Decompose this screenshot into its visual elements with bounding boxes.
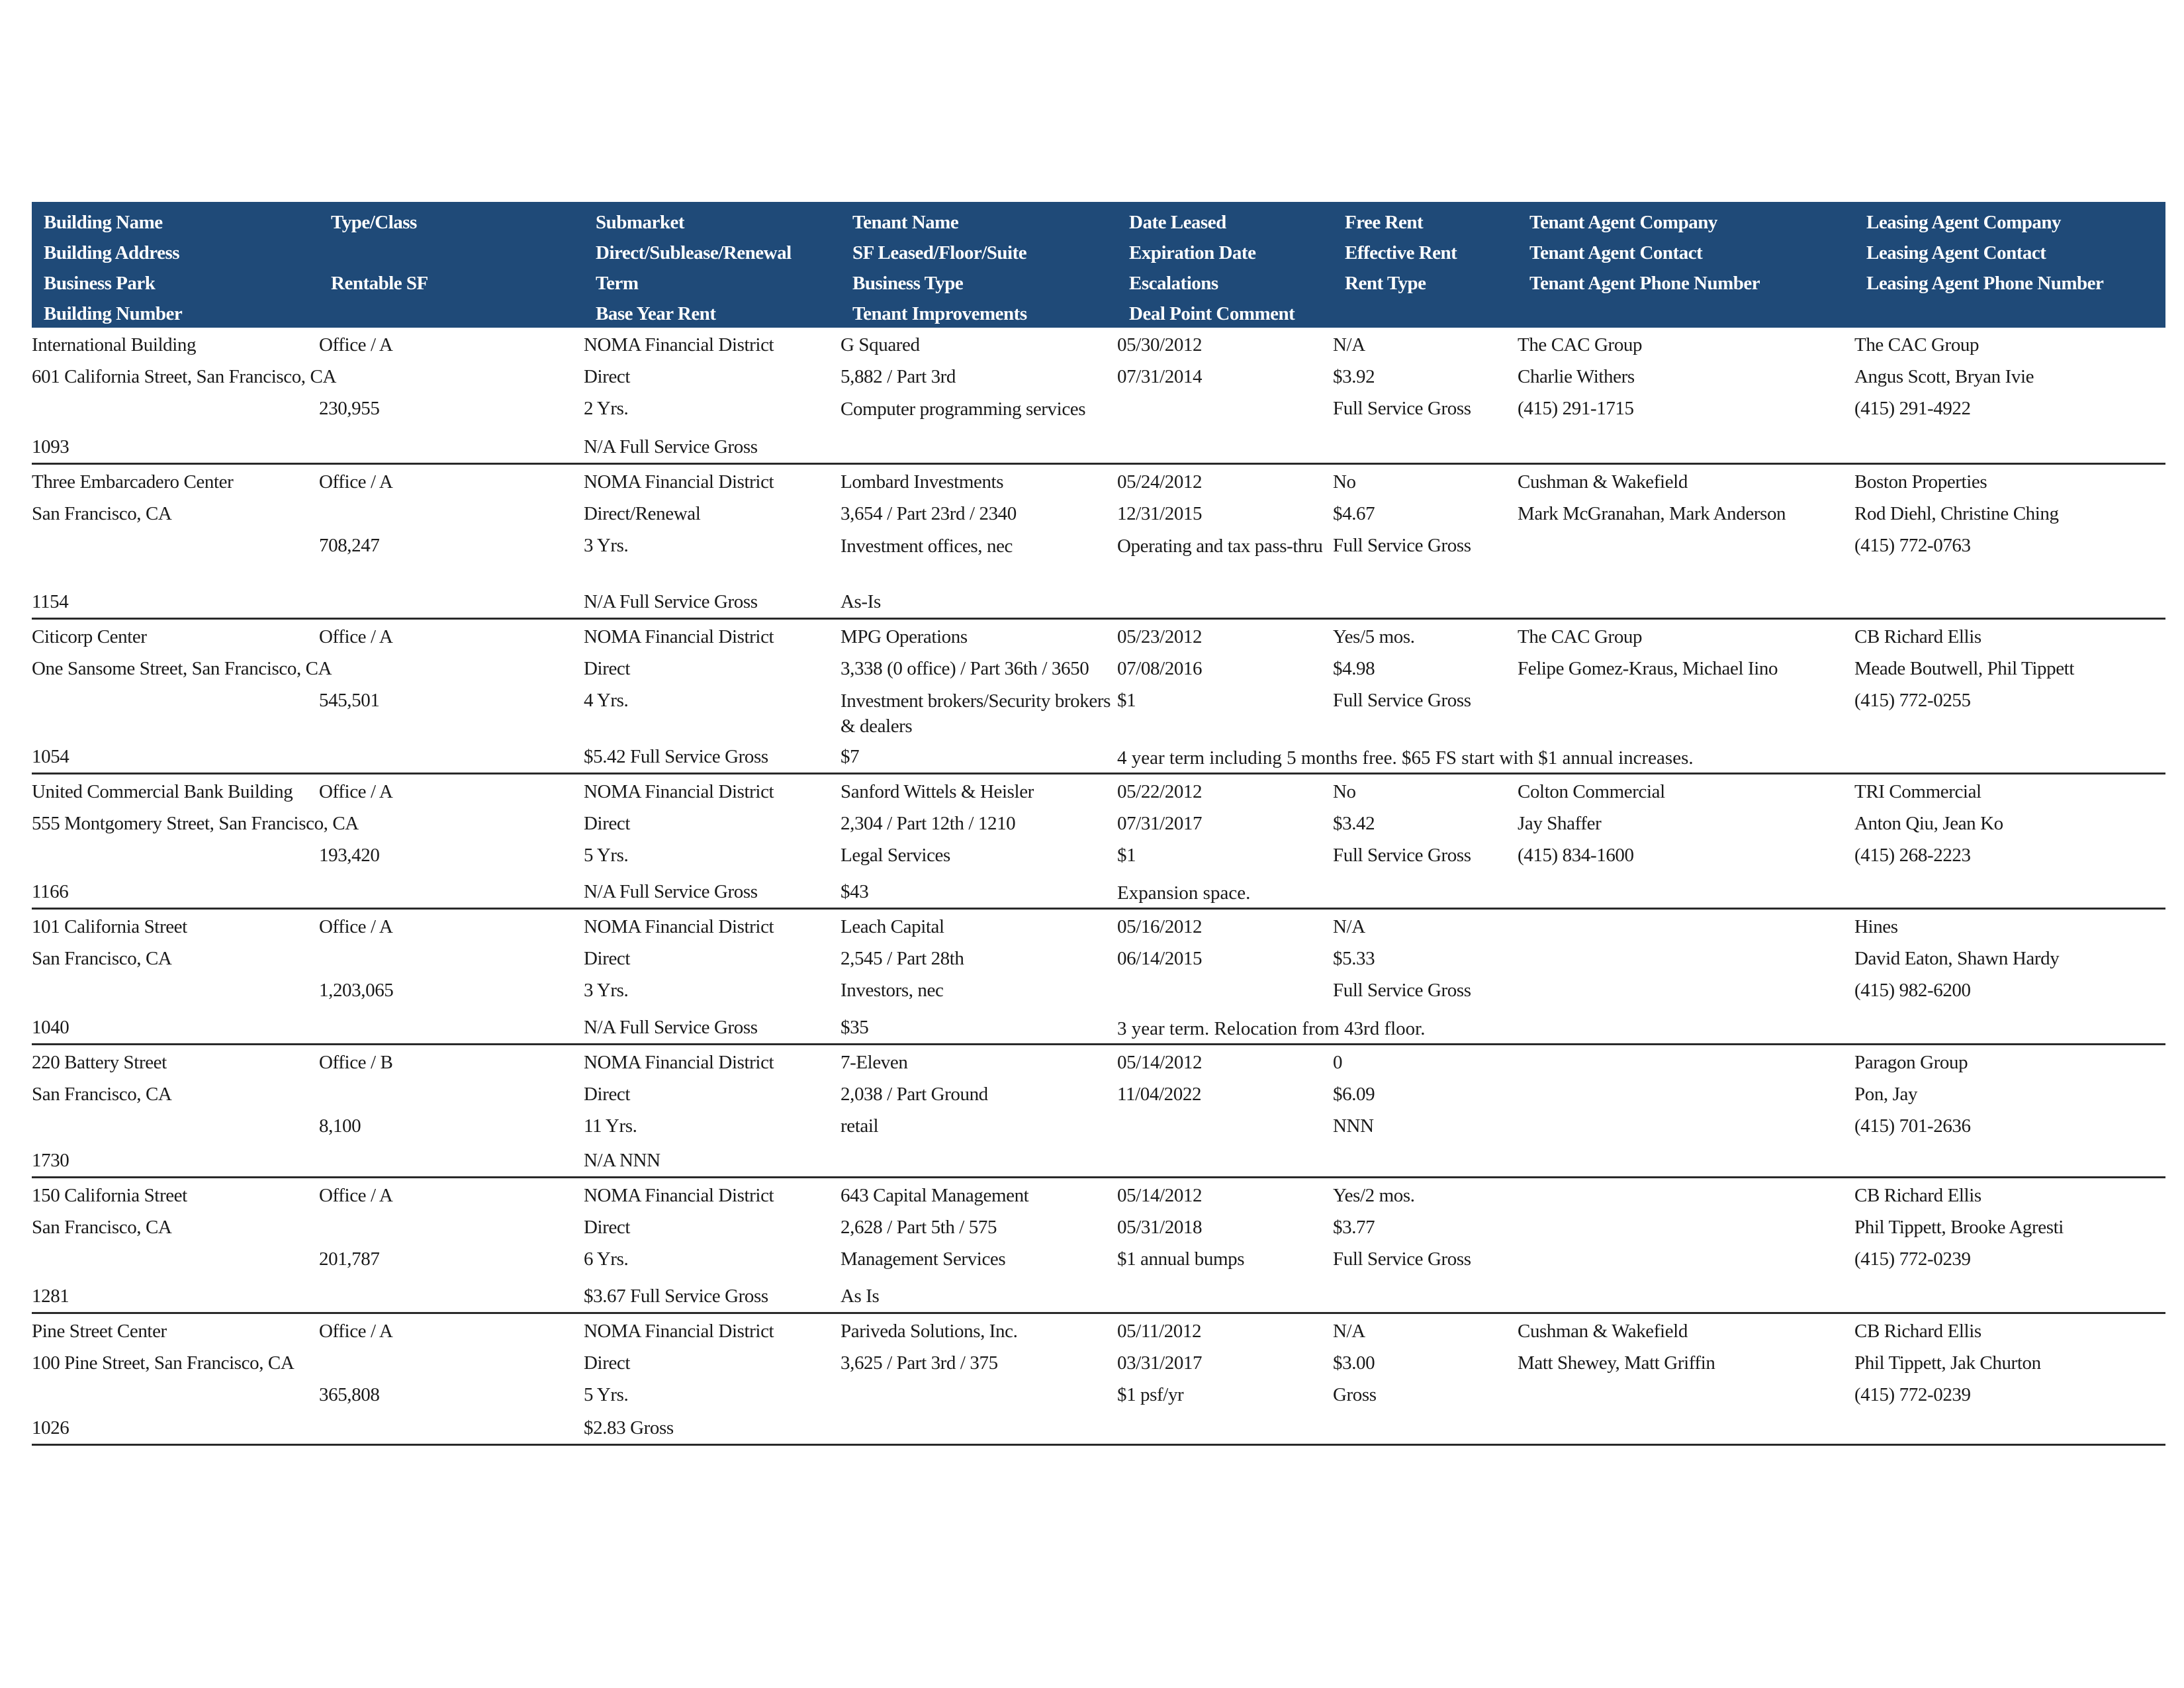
effective-rent: $3.42 bbox=[1333, 813, 1375, 834]
expiration: 07/31/2014 bbox=[1117, 366, 1203, 387]
building-cell bbox=[32, 1178, 319, 1312]
leasing-agent-company: TRI Commercial bbox=[1854, 781, 1981, 802]
base-year-rent: N/A Full Service Gross bbox=[584, 881, 758, 902]
tenant-agent-company: Cushman & Wakefield bbox=[1518, 1321, 1688, 1342]
free-rent: No bbox=[1333, 781, 1356, 802]
leasing-agent-phone: (415) 772-0239 bbox=[1854, 1248, 1971, 1270]
deal-type: Direct bbox=[584, 948, 631, 969]
tenant-agent-phone bbox=[1518, 1379, 1854, 1411]
tenant-improvements: $7 bbox=[841, 746, 860, 767]
free-rent: N/A bbox=[1333, 1321, 1365, 1342]
tenant-agent-company: Colton Commercial bbox=[1518, 781, 1665, 802]
building-name: 150 California Street bbox=[32, 1185, 187, 1206]
table-row bbox=[32, 910, 2165, 1045]
tenant: MPG Operations bbox=[841, 626, 968, 647]
building-cell bbox=[32, 465, 319, 618]
deal-type: Direct bbox=[584, 366, 631, 387]
tenant-improvements: $35 bbox=[841, 1017, 869, 1038]
date-leased: 05/24/2012 bbox=[1117, 471, 1203, 492]
tenant-agent-company bbox=[1518, 1047, 1854, 1078]
building-number: 1281 bbox=[32, 1286, 69, 1307]
leasing-agent-phone: (415) 268-2223 bbox=[1854, 845, 1971, 866]
type-cell bbox=[319, 774, 584, 908]
header-leasing-agent: Leasing Agent Company Leasing Agent Contact Leasing Agent Phone Number bbox=[1866, 212, 2104, 294]
tenant-agent-contact: Mark McGranahan, Mark Anderson bbox=[1518, 503, 1786, 524]
free-rent: N/A bbox=[1333, 334, 1365, 355]
rentable-sf: 230,955 bbox=[319, 398, 380, 419]
type-cell bbox=[319, 1178, 584, 1312]
tenant: Leach Capital bbox=[841, 916, 944, 937]
term: 5 Yrs. bbox=[584, 1384, 629, 1405]
sf-floor-suite: 5,882 / Part 3rd bbox=[841, 366, 956, 387]
free-rent: Yes/2 mos. bbox=[1333, 1185, 1415, 1206]
term: 3 Yrs. bbox=[584, 535, 629, 556]
type-cell bbox=[319, 1314, 584, 1444]
tenant-agent-contact: Matt Shewey, Matt Griffin bbox=[1518, 1352, 1715, 1374]
escalations: $1 bbox=[1117, 690, 1136, 711]
submarket-cell bbox=[584, 328, 841, 463]
submarket-cell bbox=[584, 465, 841, 618]
table-row bbox=[32, 1045, 2165, 1178]
term: 3 Yrs. bbox=[584, 980, 629, 1001]
effective-rent: $3.92 bbox=[1333, 366, 1375, 387]
rentable-sf: 8,100 bbox=[319, 1115, 361, 1137]
tenant-agent-cell bbox=[1518, 1178, 1854, 1312]
effective-rent: $6.09 bbox=[1333, 1084, 1375, 1105]
deal-point-comment: 4 year term including 5 months free. $65 FS start with $1 annual increases. bbox=[1117, 747, 1694, 769]
type-class: Office / A bbox=[319, 1321, 393, 1342]
effective-rent: $4.98 bbox=[1333, 658, 1375, 679]
submarket: NOMA Financial District bbox=[584, 1052, 774, 1073]
tenant-agent-cell bbox=[1518, 1314, 1854, 1444]
address: San Francisco, CA bbox=[32, 1217, 172, 1238]
type-cell bbox=[319, 1045, 584, 1176]
type-class: Office / B bbox=[319, 1052, 393, 1073]
tenant: 7-Eleven bbox=[841, 1052, 908, 1073]
tenant-cell bbox=[841, 1045, 1117, 1176]
table-row bbox=[32, 1178, 2165, 1314]
sf-floor-suite: 2,628 / Part 5th / 575 bbox=[841, 1217, 997, 1238]
sf-floor-suite: 3,654 / Part 23rd / 2340 bbox=[841, 503, 1017, 524]
address: 601 California Street, San Francisco, CA bbox=[32, 366, 336, 387]
header-building: Building Name Building Address Business Park Building Number bbox=[44, 212, 183, 324]
leasing-agent-company: CB Richard Ellis bbox=[1854, 1321, 1981, 1342]
leasing-agent-cell bbox=[1854, 1314, 2165, 1444]
tenant-agent-cell bbox=[1518, 774, 1854, 908]
tenant-improvements: As-Is bbox=[841, 591, 881, 612]
submarket-cell bbox=[584, 1045, 841, 1176]
business-type: Investors, nec bbox=[841, 980, 944, 1001]
type-class: Office / A bbox=[319, 471, 393, 492]
leasing-agent-cell bbox=[1854, 465, 2165, 618]
type-cell bbox=[319, 620, 584, 773]
building-name: Three Embarcadero Center bbox=[32, 471, 234, 492]
base-year-rent: N/A Full Service Gross bbox=[584, 591, 758, 612]
business-type bbox=[841, 1379, 1117, 1411]
leasing-agent-company: Boston Properties bbox=[1854, 471, 1987, 492]
rent-type: Full Service Gross bbox=[1333, 535, 1471, 556]
tenant: Pariveda Solutions, Inc. bbox=[841, 1321, 1018, 1342]
tenant-agent-company bbox=[1518, 1180, 1854, 1211]
free-rent: Yes/5 mos. bbox=[1333, 626, 1415, 647]
deal-type: Direct bbox=[584, 1084, 631, 1105]
type-cell bbox=[319, 910, 584, 1043]
header-dates: Date Leased Expiration Date Escalations Deal Point Comment bbox=[1129, 212, 1295, 324]
rent-cell bbox=[1333, 1314, 1518, 1444]
lease-comparables-table bbox=[32, 202, 2165, 1446]
leasing-agent-contact: Rod Diehl, Christine Ching bbox=[1854, 503, 2059, 524]
table-header bbox=[32, 202, 2165, 328]
leasing-agent-cell bbox=[1854, 1178, 2165, 1312]
term: 5 Yrs. bbox=[584, 845, 629, 866]
term: 11 Yrs. bbox=[584, 1115, 637, 1137]
base-year-rent: $3.67 Full Service Gross bbox=[584, 1286, 768, 1307]
tenant-agent-contact: Charlie Withers bbox=[1518, 366, 1635, 387]
tenant-agent-cell bbox=[1518, 465, 1854, 618]
tenant-improvements: As Is bbox=[841, 1286, 880, 1307]
leasing-agent-phone: (415) 772-0763 bbox=[1854, 535, 1971, 556]
leasing-agent-cell bbox=[1854, 774, 2165, 908]
tenant-agent-cell bbox=[1518, 1045, 1854, 1176]
building-number: 1730 bbox=[32, 1150, 69, 1171]
tenant-cell bbox=[841, 465, 1117, 618]
building-cell bbox=[32, 1045, 319, 1176]
building-name: International Building bbox=[32, 334, 197, 355]
date-leased: 05/14/2012 bbox=[1117, 1052, 1203, 1073]
leasing-agent-phone: (415) 291-4922 bbox=[1854, 398, 1971, 419]
building-cell bbox=[32, 910, 319, 1043]
table-row bbox=[32, 620, 2165, 774]
tenant-agent-phone: (415) 834-1600 bbox=[1518, 845, 1634, 866]
tenant-agent-cell bbox=[1518, 910, 1854, 1043]
building-name: Pine Street Center bbox=[32, 1321, 167, 1342]
address: One Sansome Street, San Francisco, CA bbox=[32, 658, 332, 679]
rent-type: NNN bbox=[1333, 1115, 1374, 1137]
rent-type: Full Service Gross bbox=[1333, 690, 1471, 711]
rent-cell bbox=[1333, 1178, 1518, 1312]
expiration: 11/04/2022 bbox=[1117, 1084, 1202, 1105]
building-number: 1054 bbox=[32, 746, 69, 767]
rentable-sf: 708,247 bbox=[319, 535, 380, 556]
sf-floor-suite: 2,304 / Part 12th / 1210 bbox=[841, 813, 1016, 834]
building-cell bbox=[32, 620, 332, 773]
deal-point-comment: 3 year term. Relocation from 43rd floor. bbox=[1117, 1018, 1426, 1039]
submarket: NOMA Financial District bbox=[584, 781, 774, 802]
tenant-cell bbox=[841, 328, 1117, 463]
building-name: United Commercial Bank Building bbox=[32, 781, 293, 802]
leasing-agent-phone: (415) 982-6200 bbox=[1854, 980, 1971, 1001]
date-leased: 05/23/2012 bbox=[1117, 626, 1203, 647]
dates-cell bbox=[1117, 1045, 1333, 1176]
tenant-agent-phone bbox=[1518, 974, 1854, 1006]
tenant-agent-company: The CAC Group bbox=[1518, 626, 1643, 647]
type-class: Office / A bbox=[319, 781, 393, 802]
business-type: Computer programming services bbox=[841, 399, 1086, 420]
address: San Francisco, CA bbox=[32, 948, 172, 969]
effective-rent: $5.33 bbox=[1333, 948, 1375, 969]
tenant-agent-phone: (415) 291-1715 bbox=[1518, 398, 1634, 419]
date-leased: 05/16/2012 bbox=[1117, 916, 1203, 937]
tenant-agent-phone bbox=[1518, 1243, 1854, 1275]
base-year-rent: N/A NNN bbox=[584, 1150, 660, 1171]
building-number: 1154 bbox=[32, 591, 69, 612]
tenant-agent-contact bbox=[1518, 1211, 1854, 1243]
dates-cell bbox=[1117, 1178, 1333, 1312]
date-leased: 05/22/2012 bbox=[1117, 781, 1203, 802]
date-leased: 05/11/2012 bbox=[1117, 1321, 1202, 1342]
sf-floor-suite: 2,545 / Part 28th bbox=[841, 948, 964, 969]
tenant-cell bbox=[841, 620, 1117, 773]
effective-rent: $4.67 bbox=[1333, 503, 1375, 524]
rent-cell bbox=[1333, 328, 1518, 463]
leasing-agent-contact: Angus Scott, Bryan Ivie bbox=[1854, 366, 2034, 387]
escalations: $1 bbox=[1117, 845, 1136, 866]
leasing-agent-company: Hines bbox=[1854, 916, 1898, 937]
building-number: 1026 bbox=[32, 1417, 69, 1438]
header-submarket: Submarket Direct/Sublease/Renewal Term Base Year Rent bbox=[596, 212, 792, 324]
tenant-cell bbox=[841, 774, 1117, 908]
type-class: Office / A bbox=[319, 1185, 393, 1206]
building-number: 1166 bbox=[32, 881, 69, 902]
deal-type: Direct/Renewal bbox=[584, 503, 701, 524]
rent-type: Full Service Gross bbox=[1333, 845, 1471, 866]
rent-cell bbox=[1333, 1045, 1518, 1176]
submarket: NOMA Financial District bbox=[584, 916, 774, 937]
escalations: $1 psf/yr bbox=[1117, 1384, 1184, 1405]
tenant-cell bbox=[841, 1178, 1117, 1312]
base-year-rent: N/A Full Service Gross bbox=[584, 1017, 758, 1038]
business-type: Investment offices, nec bbox=[841, 536, 1013, 557]
rentable-sf: 365,808 bbox=[319, 1384, 380, 1405]
expiration: 03/31/2017 bbox=[1117, 1352, 1203, 1374]
table-row bbox=[32, 774, 2165, 910]
tenant: G Squared bbox=[841, 334, 920, 355]
leasing-agent-contact: Pon, Jay bbox=[1854, 1084, 1918, 1105]
type-cell bbox=[319, 465, 584, 618]
sf-floor-suite: 3,338 (0 office) / Part 36th / 3650 bbox=[841, 658, 1089, 679]
submarket-cell bbox=[584, 774, 841, 908]
header-rent: Free Rent Effective Rent Rent Type bbox=[1345, 212, 1457, 294]
base-year-rent: N/A Full Service Gross bbox=[584, 436, 758, 457]
submarket-cell bbox=[584, 620, 841, 773]
submarket: NOMA Financial District bbox=[584, 626, 774, 647]
tenant-cell bbox=[841, 1314, 1117, 1444]
free-rent: No bbox=[1333, 471, 1356, 492]
leasing-agent-company: Paragon Group bbox=[1854, 1052, 1968, 1073]
rent-type: Full Service Gross bbox=[1333, 398, 1471, 419]
leasing-agent-contact: Phil Tippett, Jak Churton bbox=[1854, 1352, 2041, 1374]
address: San Francisco, CA bbox=[32, 503, 172, 524]
building-cell bbox=[32, 1314, 319, 1444]
deal-type: Direct bbox=[584, 1217, 631, 1238]
leasing-agent-cell bbox=[1854, 620, 2165, 773]
expiration: 05/31/2018 bbox=[1117, 1217, 1203, 1238]
rentable-sf: 1,203,065 bbox=[319, 980, 394, 1001]
submarket: NOMA Financial District bbox=[584, 1321, 774, 1342]
business-type: Legal Services bbox=[841, 845, 950, 866]
type-class: Office / A bbox=[319, 626, 393, 647]
free-rent: 0 bbox=[1333, 1052, 1343, 1073]
base-year-rent: $5.42 Full Service Gross bbox=[584, 746, 768, 767]
building-cell bbox=[32, 328, 336, 463]
tenant-agent-contact: Jay Shaffer bbox=[1518, 813, 1602, 834]
tenant-agent-cell bbox=[1518, 328, 1854, 463]
expiration: 06/14/2015 bbox=[1117, 948, 1203, 969]
tenant: Sanford Wittels & Heisler bbox=[841, 781, 1034, 802]
submarket: NOMA Financial District bbox=[584, 471, 774, 492]
header-type: Type/Class Rentable SF bbox=[331, 212, 428, 294]
rentable-sf: 201,787 bbox=[319, 1248, 380, 1270]
date-leased: 05/30/2012 bbox=[1117, 334, 1203, 355]
building-name: Citicorp Center bbox=[32, 626, 147, 647]
dates-cell bbox=[1117, 465, 1333, 618]
tenant-agent-phone bbox=[1518, 530, 1854, 561]
leasing-agent-phone: (415) 772-0255 bbox=[1854, 690, 1971, 711]
submarket-cell bbox=[584, 910, 841, 1043]
deal-type: Direct bbox=[584, 658, 631, 679]
table-row bbox=[32, 328, 2165, 465]
base-year-rent: $2.83 Gross bbox=[584, 1417, 674, 1438]
header-tenant-agent: Tenant Agent Company Tenant Agent Contact Tenant Agent Phone Number bbox=[1529, 212, 1760, 294]
expiration: 12/31/2015 bbox=[1117, 503, 1203, 524]
leasing-agent-cell bbox=[1854, 328, 2165, 463]
submarket-cell bbox=[584, 1178, 841, 1312]
tenant-agent-company: Cushman & Wakefield bbox=[1518, 471, 1688, 492]
building-name: 101 California Street bbox=[32, 916, 187, 937]
leasing-agent-phone: (415) 772-0239 bbox=[1854, 1384, 1971, 1405]
rent-type: Full Service Gross bbox=[1333, 1248, 1471, 1270]
deal-type: Direct bbox=[584, 813, 631, 834]
sf-floor-suite: 2,038 / Part Ground bbox=[841, 1084, 988, 1105]
leasing-agent-cell bbox=[1854, 1045, 2165, 1176]
tenant-improvements: $43 bbox=[841, 881, 869, 902]
rent-type: Full Service Gross bbox=[1333, 980, 1471, 1001]
tenant-cell bbox=[841, 910, 1117, 1043]
rent-cell bbox=[1333, 774, 1518, 908]
rent-type: Gross bbox=[1333, 1384, 1377, 1405]
tenant-agent-company bbox=[1518, 911, 1854, 943]
expiration: 07/31/2017 bbox=[1117, 813, 1203, 834]
leasing-agent-contact: David Eaton, Shawn Hardy bbox=[1854, 948, 2060, 969]
leasing-agent-contact: Phil Tippett, Brooke Agresti bbox=[1854, 1217, 2064, 1238]
effective-rent: $3.00 bbox=[1333, 1352, 1375, 1374]
date-leased: 05/14/2012 bbox=[1117, 1185, 1203, 1206]
deal-type: Direct bbox=[584, 1352, 631, 1374]
leasing-agent-cell bbox=[1854, 910, 2165, 1043]
escalations bbox=[1117, 393, 1333, 424]
rentable-sf: 545,501 bbox=[319, 690, 380, 711]
tenant-agent-contact bbox=[1518, 1078, 1854, 1110]
building-number: 1093 bbox=[32, 436, 69, 457]
rent-cell bbox=[1333, 465, 1518, 618]
dates-cell bbox=[1117, 1314, 1333, 1444]
tenant-agent-company: The CAC Group bbox=[1518, 334, 1643, 355]
address: 100 Pine Street, San Francisco, CA bbox=[32, 1352, 295, 1374]
table-row bbox=[32, 465, 2165, 620]
type-class: Office / A bbox=[319, 916, 393, 937]
building-name: 220 Battery Street bbox=[32, 1052, 167, 1073]
type-cell bbox=[319, 328, 584, 463]
address: 555 Montgomery Street, San Francisco, CA bbox=[32, 813, 359, 834]
submarket: NOMA Financial District bbox=[584, 334, 774, 355]
tenant-agent-contact bbox=[1518, 943, 1854, 974]
tenant-agent-phone bbox=[1518, 1110, 1854, 1142]
header-tenant: Tenant Name SF Leased/Floor/Suite Business Type Tenant Improvements bbox=[852, 212, 1027, 324]
term: 6 Yrs. bbox=[584, 1248, 629, 1270]
type-class: Office / A bbox=[319, 334, 393, 355]
business-type: Management Services bbox=[841, 1248, 1006, 1270]
escalations: Operating and tax pass-thru bbox=[1117, 536, 1323, 557]
effective-rent: $3.77 bbox=[1333, 1217, 1375, 1238]
building-number: 1040 bbox=[32, 1017, 69, 1038]
leasing-agent-company: The CAC Group bbox=[1854, 334, 1979, 355]
leasing-agent-contact: Anton Qiu, Jean Ko bbox=[1854, 813, 2003, 834]
free-rent: N/A bbox=[1333, 916, 1365, 937]
deal-point-comment: Expansion space. bbox=[1117, 882, 1251, 904]
rentable-sf: 193,420 bbox=[319, 845, 380, 866]
table-row bbox=[32, 1314, 2165, 1446]
sf-floor-suite: 3,625 / Part 3rd / 375 bbox=[841, 1352, 998, 1374]
term: 2 Yrs. bbox=[584, 398, 629, 419]
submarket: NOMA Financial District bbox=[584, 1185, 774, 1206]
dates-cell bbox=[1117, 328, 1333, 463]
escalations bbox=[1117, 974, 1333, 1006]
submarket-cell bbox=[584, 1314, 841, 1444]
leasing-agent-phone: (415) 701-2636 bbox=[1854, 1115, 1971, 1137]
term: 4 Yrs. bbox=[584, 690, 629, 711]
escalations bbox=[1117, 1110, 1333, 1142]
tenant: 643 Capital Management bbox=[841, 1185, 1029, 1206]
leasing-agent-company: CB Richard Ellis bbox=[1854, 1185, 1981, 1206]
business-type: retail bbox=[841, 1115, 879, 1137]
leasing-agent-company: CB Richard Ellis bbox=[1854, 626, 1981, 647]
escalations: $1 annual bumps bbox=[1117, 1248, 1245, 1270]
tenant: Lombard Investments bbox=[841, 471, 1004, 492]
expiration: 07/08/2016 bbox=[1117, 658, 1203, 679]
tenant-agent-phone bbox=[1518, 684, 1854, 716]
table-body bbox=[32, 328, 2165, 1446]
leasing-agent-contact: Meade Boutwell, Phil Tippett bbox=[1854, 658, 2074, 679]
address: San Francisco, CA bbox=[32, 1084, 172, 1105]
business-type: Investment brokers/Security brokers & dealers bbox=[841, 690, 1111, 737]
tenant-agent-contact: Felipe Gomez-Kraus, Michael Iino bbox=[1518, 658, 1778, 679]
